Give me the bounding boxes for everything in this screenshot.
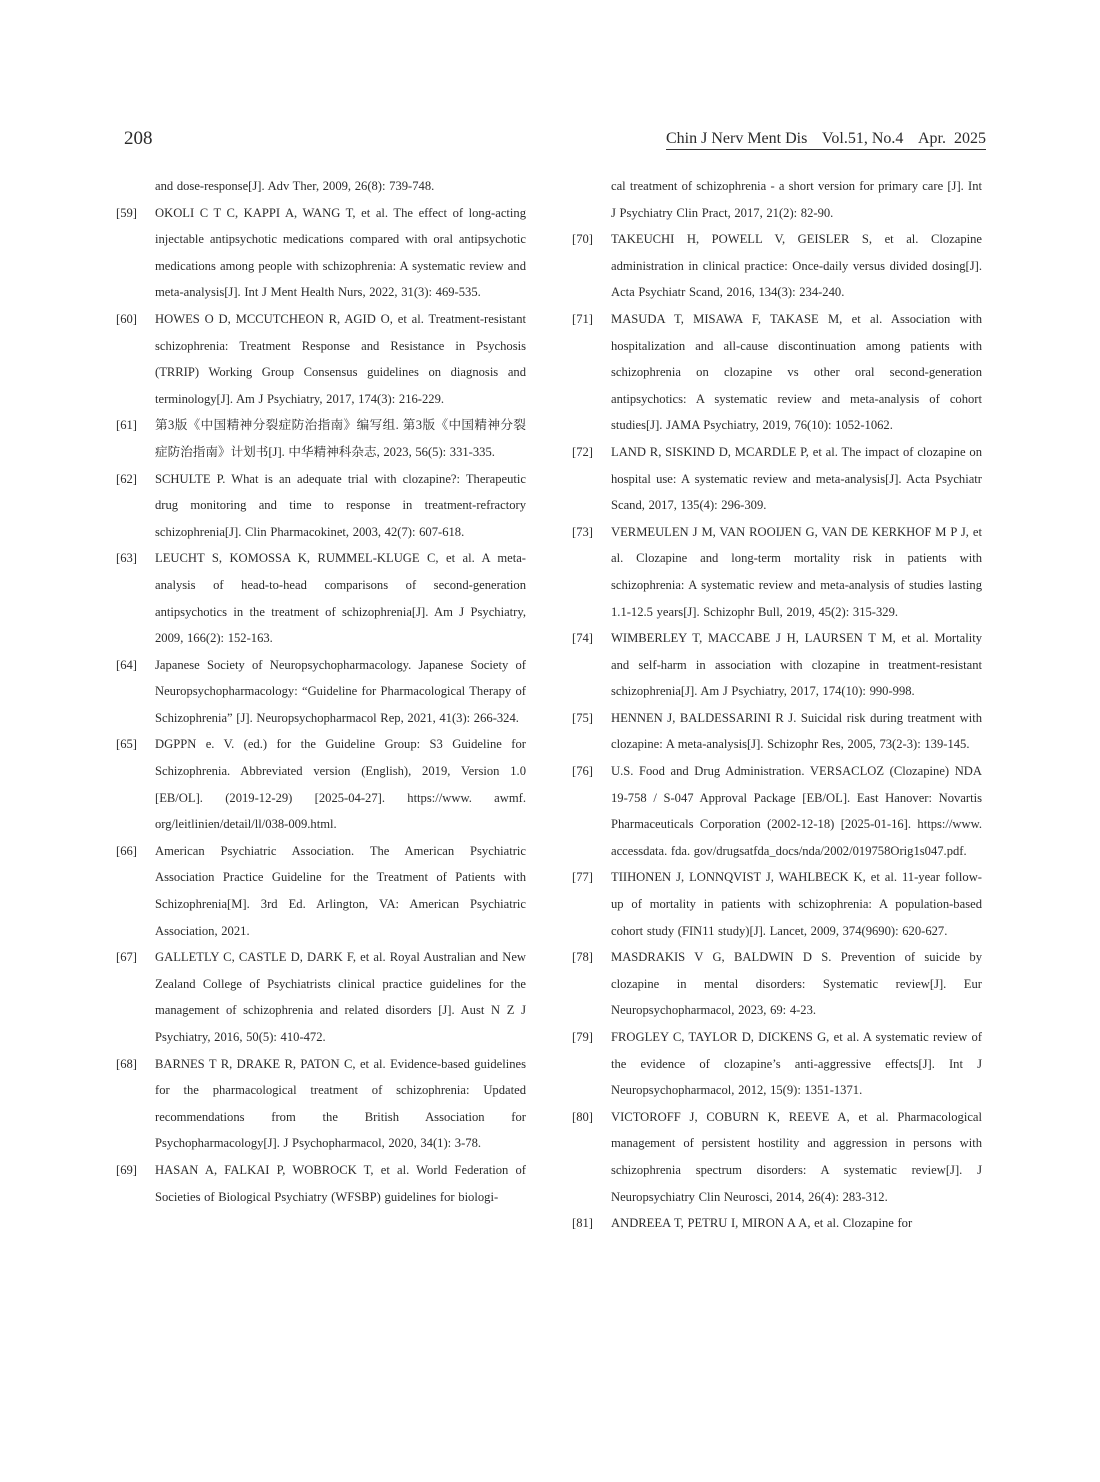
reference-list-left-column [116,173,526,1210]
reference-number: [60] [116,311,137,326]
reference-number: [62] [116,471,137,486]
reference-text: LAND R, SISKIND D, MCARDLE P, et al. The impact of clozapine on hospital use: A systematic review and meta-analysis[J]. Acta Psychiatr Scand, 2017, 135(4): 296-309. [611,444,982,513]
reference-entry [572,439,982,519]
reference-entry [572,519,982,625]
reference-entry [572,1210,982,1237]
page-number: 208 [124,128,153,149]
reference-list-right-column [572,173,982,1237]
reference-entry [572,1024,982,1104]
reference-entry [116,652,526,732]
reference-number: [68] [116,1056,137,1071]
reference-entry [116,838,526,944]
reference-number: [71] [572,311,593,326]
reference-text: 第3版《中国精神分裂症防治指南》编写组. 第3版《中国精神分裂症防治指南》计划书[J]. 中华精神科杂志, 2023, 56(5): 331-335. [155,418,526,459]
issue-date: Apr. 2025 [917,130,986,147]
reference-number: [70] [572,232,593,247]
reference-entry [116,1051,526,1157]
reference-entry [572,625,982,705]
reference-number: [78] [572,950,593,965]
reference-entry [572,1104,982,1210]
reference-text: TAKEUCHI H, POWELL V, GEISLER S, et al. Clozapine administration in clinical practice: Once-daily versus divided dosing[J]. Acta Psychiatr Scand, 2016, 134(3): 234-240. [611,232,982,300]
reference-entry [116,731,526,837]
reference-entry [572,758,982,864]
reference-text: BARNES T R, DRAKE R, PATON C, et al. Evidence-based guidelines for the pharmacological treatment of schizophrenia: Updated recommendations from the British Association for Psychopharmacology[J]. J Psychopharmacol, 2020, 34(1): 3-78. [155,1056,526,1151]
reference-number: [79] [572,1030,593,1044]
reference-text: GALLETLY C, CASTLE D, DARK F, et al. Royal Australian and New Zealand College of Psychiatrists clinical practice guidelines for the management of schizophrenia and related disorders [J]. Aust N Z J Psychiatry, 2016, 50(5): 410-472. [155,950,526,1044]
reference-text: DGPPN e. V. (ed.) for the Guideline Group: S3 Guideline for Schizophrenia. Abbreviated version (English), 2019, Version 1.0 [EB/OL]. (2019-12-29) [2025-04-27]. https://www. awmf. org/leitlinien/detail/ll/038-009.html. [155,737,526,832]
reference-number: [61] [116,418,137,433]
reference-text: ANDREEA T, PETRU I, MIRON A A, et al. Clozapine for [611,1216,913,1231]
reference-entry [116,944,526,1050]
reference-text: American Psychiatric Association. The American Psychiatric Association Practice Guideline for the Treatment of Patients with Schizophrenia[M]. 3rd Ed. Arlington, VA: American Psychiatric Association, 2021. [155,843,526,938]
reference-entry [572,226,982,306]
reference-entry [572,944,982,1024]
reference-number: [76] [572,764,593,779]
reference-continuation [116,173,526,200]
reference-continuation [572,173,982,226]
reference-text: MASUDA T, MISAWA F, TAKASE M, et al. Association with hospitalization and all-cause discontinuation among patients with schizophrenia on clozapine vs other oral second-generation antipsychotics: A systematic review and meta-analysis of cohort studies[J]. JAMA Psychiatry, 2019, 76(10): 1052-1062. [611,311,982,433]
reference-text: HOWES O D, MCCUTCHEON R, AGID O, et al. Treatment-resistant schizophrenia: Treatment Response and Resistance in Psychosis (TRRIP) Working Group Consensus guidelines on diagnosis and terminology[J]. Am J Psychiatry, 2017, 174(3): 216-229. [155,311,526,406]
running-head [666,130,986,150]
reference-text: HASAN A, FALKAI P, WOBROCK T, et al. World Federation of Societies of Biological Psychiatry (WFSBP) guidelines for biologi- [155,1162,526,1204]
journal-name: Chin J Nerv Ment Dis [666,130,808,147]
reference-entry [116,1157,526,1210]
reference-number: [72] [572,444,593,459]
reference-text: LEUCHT S, KOMOSSA K, RUMMEL-KLUGE C, et al. A meta-analysis of head-to-head comparisons of second-generation antipsychotics in the treatment of schizophrenia[J]. Am J Psychiatry, 2009, 166(2): 152-163. [155,551,526,646]
reference-number: [74] [572,631,593,646]
reference-number: [66] [116,843,137,858]
reference-entry [116,466,526,546]
reference-text: and dose-response[J]. Adv Ther, 2009, 26(8): 739-748. [155,179,435,193]
reference-number: [63] [116,551,137,566]
reference-text: WIMBERLEY T, MACCABE J H, LAURSEN T M, et al. Mortality and self-harm in association with clozapine in treatment-resistant schizophrenia[J]. Am J Psychiatry, 2017, 174(10): 990-998. [611,631,982,699]
reference-number: [64] [116,657,137,672]
reference-text: VICTOROFF J, COBURN K, REEVE A, et al. Pharmacological management of persistent hostility and aggression in persons with schizophrenia spectrum disorders: A systematic review[J]. J Neuropsychiatry Clin Neurosci, 2014, 26(4): 283-312. [611,1109,982,1204]
reference-entry [116,200,526,306]
reference-text: VERMEULEN J M, VAN ROOIJEN G, VAN DE KERKHOF M P J, et al. Clozapine and long-term mortality risk in patients with schizophrenia: A systematic review and meta-analysis of studies lasting 1.1-12.5 years[J]. Schizophr Bull, 2019, 45(2): 315-329. [611,524,982,619]
reference-text: HENNEN J, BALDESSARINI R J. Suicidal risk during treatment with clozapine: A meta-analysis[J]. Schizophr Res, 2005, 73(2-3): 139-145. [611,710,982,752]
reference-entry [572,705,982,758]
volume-issue: Vol.51, No.4 [821,130,904,147]
reference-number: [69] [116,1162,137,1177]
reference-number: [81] [572,1216,593,1231]
reference-text: SCHULTE P. What is an adequate trial with clozapine?: Therapeutic drug monitoring and time to response in treatment-refractory schizophrenia[J]. Clin Pharmacokinet, 2003, 42(7): 607-618. [155,471,526,539]
reference-entry [116,545,526,651]
reference-text: U.S. Food and Drug Administration. VERSACLOZ (Clozapine) NDA 19-758 / S-047 Approval Package [EB/OL]. East Hanover: Novartis Pharmaceuticals Corporation (2002-12-18) [2025-01-16]. https://www. accessdata. fda. gov/drugsatfda_docs/nda/2002/019758Orig1s047.pdf. [611,764,982,858]
reference-text: cal treatment of schizophrenia - a short version for primary care [J]. Int J Psychiatry Clin Pract, 2017, 21(2): 82-90. [611,179,982,220]
reference-entry [116,306,526,412]
reference-text: TIIHONEN J, LONNQVIST J, WAHLBECK K, et al. 11-year follow-up of mortality in patients with schizophrenia: A population-based cohort study (FIN11 study)[J]. Lancet, 2009, 374(9690): 620-627. [611,870,982,938]
reference-number: [59] [116,205,137,220]
reference-number: [73] [572,524,593,539]
reference-text: Japanese Society of Neuropsychopharmacology. Japanese Society of Neuropsychopharmacology: “Guideline for Pharmacological Therapy of Schizophrenia” [J]. Neuropsychopharmacol Rep, 2021, 41(3): 266-324. [155,657,526,725]
reference-entry [572,864,982,944]
reference-number: [75] [572,710,593,725]
reference-entry [572,306,982,439]
reference-entry [116,412,526,465]
reference-number: [65] [116,737,137,752]
reference-text: FROGLEY C, TAYLOR D, DICKENS G, et al. A systematic review of the evidence of clozapine’s anti-aggressive effects[J]. Int J Neuropsychopharmacol, 2012, 15(9): 1351-1371. [611,1030,982,1098]
reference-text: OKOLI C T C, KAPPI A, WANG T, et al. The effect of long-acting injectable antipsychotic medications compared with oral antipsychotic medications among people with schizophrenia: A systematic review and meta-analysis[J]. Int J Ment Health Nurs, 2022, 31(3): 469-535. [155,205,526,300]
reference-number: [67] [116,950,137,965]
reference-number: [80] [572,1109,593,1124]
reference-number: [77] [572,870,593,885]
reference-text: MASDRAKIS V G, BALDWIN D S. Prevention of suicide by clozapine in mental disorders: Systematic review[J]. Eur Neuropsychopharmacol, 2023, 69: 4-23. [611,950,982,1018]
